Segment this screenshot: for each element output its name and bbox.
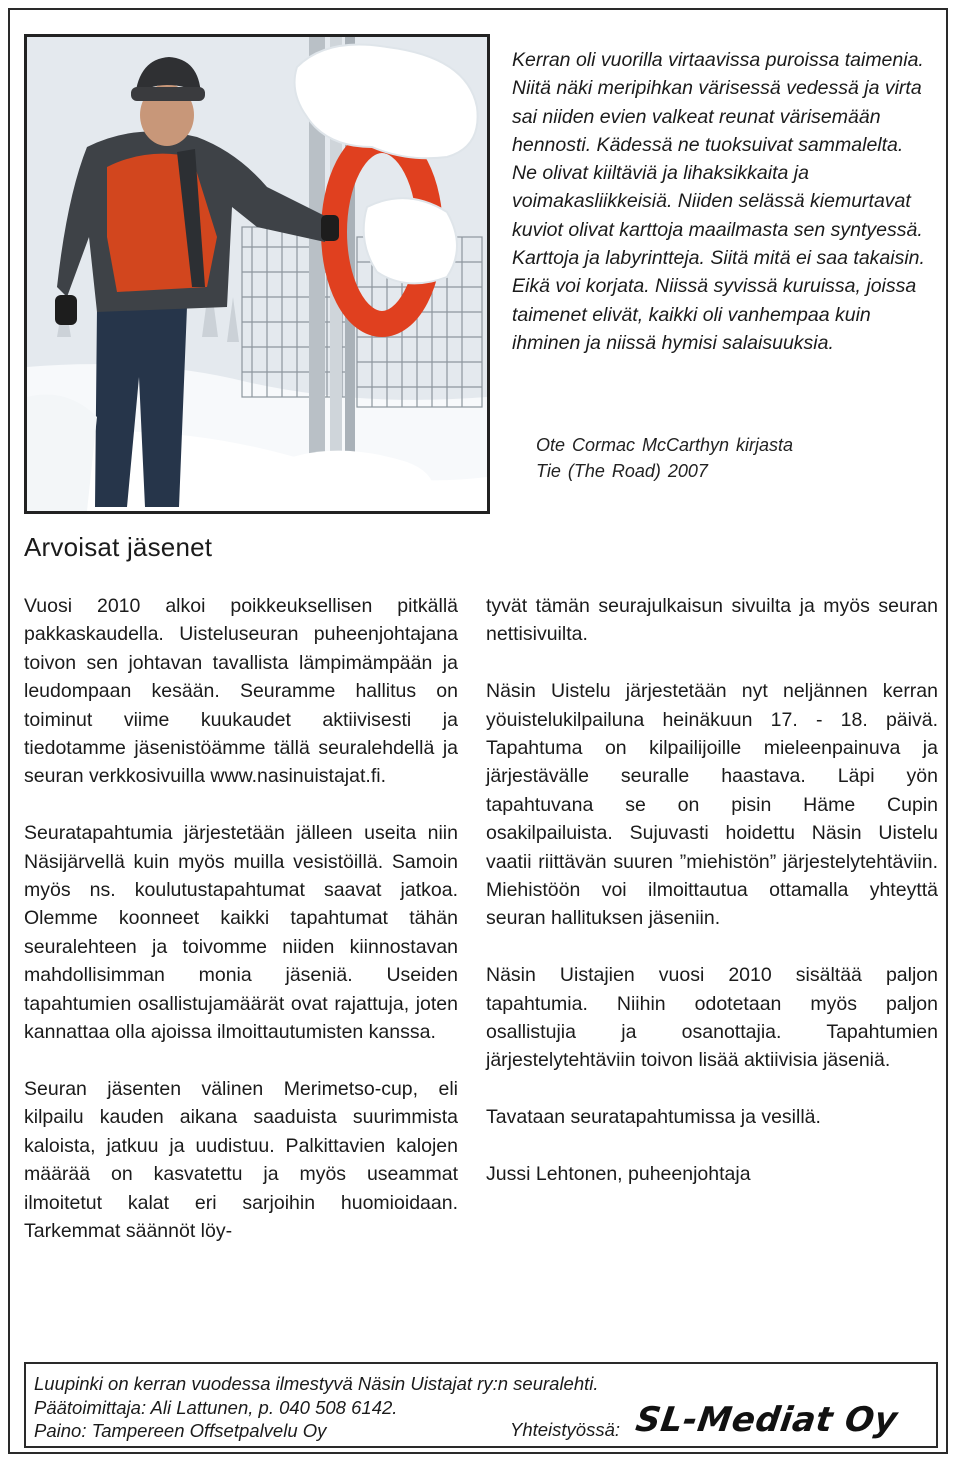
article-heading: Arvoisat jäsenet <box>24 532 213 562</box>
sl-mediat-logo: SL-Mediat Oy <box>633 1400 901 1440</box>
signature: Jussi Lehtonen, puheenjohtaja <box>486 1163 751 1186</box>
quote-source-line2: Tie (The Road) 2007 <box>536 461 708 481</box>
article-paragraph: Seuratapahtumia järjestetään jälleen useita niin Näsijärvellä kuin myös muilla vesistöillä. Samoin myös ns. koulutustapahtumat saavat jatkoa. Olemme koonneet kaikki tapahtumat tähän seuralehteen ja toivomme niiden kiinnostavan mahdollisimman monia jäseniä. Useiden tapahtumien osallistujamäärät ovat rajattuja, joten kannattaa olla ajoissa ilmoittautumisten kanssa. <box>24 822 458 1044</box>
quote-block <box>512 46 932 357</box>
quote-text: Kerran oli vuorilla virtaavissa puroissa taimenia. Niitä näki meripihkan värisessä vedessä ja virta sai niiden evien valkeat reunat värisemään hennosti. Kädessä ne tuoksuivat sammalelta. Ne olivat kiiltäviä ja lihaksikkaita ja voimakasliikkeisiä. Niiden selässä kiemurtavat kuviot olivat karttoja maailmasta sen syntyessä. Karttoja ja labyrintteja. Siitä mitä ei saa takaisin. Eikä voi korjata. Niissä syvissä kuruissa, joissa taimenet elivät, kaikki oli vanhempaa kuin ihminen ja niissä hymisi salaisuuksia. <box>512 49 925 354</box>
article-paragraph: Näsin Uistajien vuosi 2010 sisältää paljon tapahtumia. Niihin odotetaan myös paljon osallistujia ja osanottajia. Tapahtumien järjestelytehtäviin toivon lisää aktiivisia jäseniä. <box>486 964 938 1072</box>
quote-source-line1: Ote Cormac McCarthyn kirjasta <box>536 435 794 455</box>
quote-source <box>536 432 916 484</box>
article-paragraph: Tavataan seuratapahtumissa ja vesillä. <box>486 1106 821 1129</box>
colophon-line3: Paino: Tampereen Offsetpalvelu Oy <box>34 1420 327 1441</box>
colophon-box <box>24 1362 938 1448</box>
article-paragraph: Vuosi 2010 alkoi poikkeuksellisen pitkällä pakkaskaudella. Uisteluseuran puheenjohtajana toivon sen johtavan tavallista lämpimämpään ja leudompaan kesään. Seuramme hallitus on toiminut viime kuukaudet aktiivisesti ja tiedotamme jäsenistöämme tällä seuralehdellä ja seuran verkkosivuilla www.nasinuistajat.fi. <box>24 595 458 788</box>
collab-label: Yhteistyössä: <box>510 1419 621 1440</box>
article-column-left <box>24 592 458 1245</box>
colophon-line2: Päätoimittaja: Ali Lattunen, p. 040 508 6142. <box>34 1396 398 1418</box>
colophon-line1: Luupinki on kerran vuodessa ilmestyvä Näsin Uistajat ry:n seuralehti. <box>34 1373 599 1394</box>
article-paragraph: tyvät tämän seurajulkaisun sivuilta ja myös seuran nettisivuilta. <box>486 595 938 646</box>
article-paragraph: Seuran jäsenten välinen Merimetso-cup, eli kilpailu kauden aikana saaduista suurimmista kaloista, jatkuu ja uudistuu. Palkittavien kalojen määrää on kasvatettu ja myös useammat ilmoitetut kalat eri sarjoihin huomioidaan. Tarkemmat säännöt löy- <box>24 1077 458 1242</box>
article-paragraph: Näsin Uistelu järjestetään nyt neljännen kerran yöuistelukilpailuna heinäkuun 17. - 18. päivä. Tapahtuma on kilpailijoille mieleenpainuva ja järjestävälle seuralle haastava. Läpi yön tapahtuvana se on pisin Häme Cupin osakilpailuista. Sujuvasti hoidettu Näsin Uistelu vaatii riittävän suuren ”miehistön” järjestelytehtäviin. Miehistöön voi ilmoittautua ottamalla yhteyttä seuran hallituksen jäseniin. <box>486 680 938 930</box>
cover-photo <box>24 34 490 514</box>
article-column-right <box>486 592 938 1188</box>
